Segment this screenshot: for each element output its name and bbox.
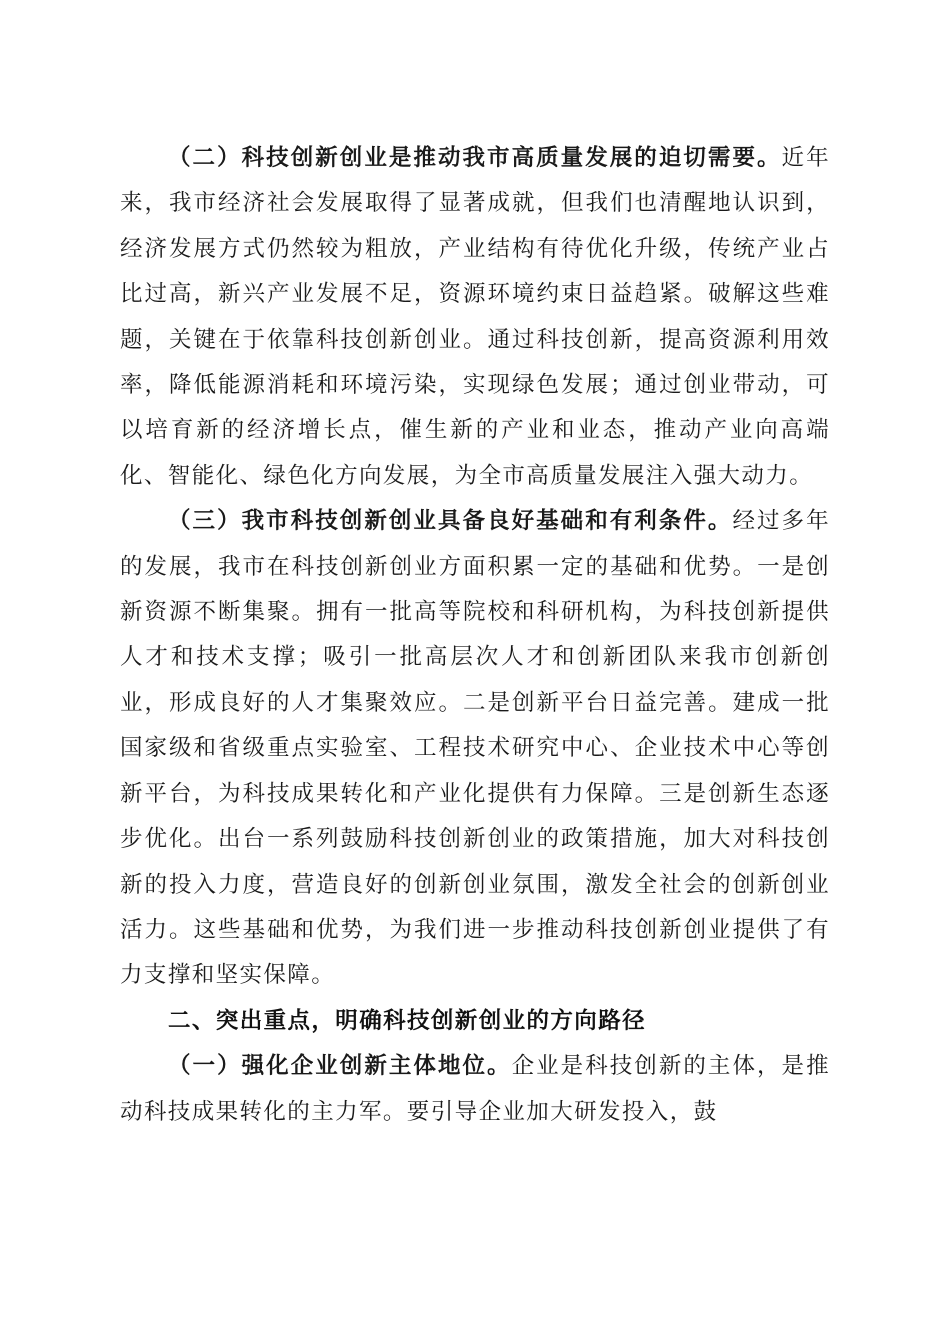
- paragraph-lead: （二）科技创新创业是推动我市高质量发展的迫切需要。: [168, 145, 782, 171]
- paragraph-text: 经过多年的发展，我市在科技创新创业方面积累一定的基础和优势。一是创新资源不断集聚。拥有一批高等院校和科研机构，为科技创新提供人才和技术支撑；吸引一批高层次人才和创新团队来我市创新创业，形成良好的人才集聚效应。二是创新平台日益完善。建成一批国家级和省级重点实验室、工程技术研究中心、企业技术中心等创新平台，为科技成果转化和产业化提供有力保障。三是创新生态逐步优化。出台一系列鼓励科技创新创业的政策措施，加大对科技创新的投入力度，营造良好的创新创业氛围，激发全社会的创新创业活力。这些基础和优势，为我们进一步推动科技创新创业提供了有力支撑和坚实保障。: [120, 508, 830, 989]
- document-body: [120, 136, 830, 1135]
- paragraph-foundation-conditions: [120, 499, 830, 998]
- paragraph-lead: （一）强化企业创新主体地位。: [168, 1053, 512, 1080]
- paragraph-lead: （三）我市科技创新创业具备良好基础和有利条件。: [168, 508, 733, 535]
- paragraph-science-innovation-need: [120, 136, 830, 499]
- paragraph-text: 企业是科技创新的主体，是推动科技成果转化的主力军。要引导企业加大研发投入，鼓: [120, 1053, 830, 1125]
- paragraph-enterprise-innovation: [120, 1044, 830, 1135]
- section-heading: 二、突出重点，明确科技创新创业的方向路径: [168, 1007, 647, 1034]
- paragraph-text: 近年来，我市经济社会发展取得了显著成就，但我们也清醒地认识到，经济发展方式仍然较为粗放，产业结构有待优化升级，传统产业占比过高，新兴产业发展不足，资源环境约束日益趋紧。破解这些难题，关键在于依靠科技创新创业。通过科技创新，提高资源利用效率，降低能源消耗和环境污染，实现绿色发展；通过创业带动，可以培育新的经济增长点，催生新的产业和业态，推动产业向高端化、智能化、绿色化方向发展，为全市高质量发展注入强大动力。: [120, 145, 830, 489]
